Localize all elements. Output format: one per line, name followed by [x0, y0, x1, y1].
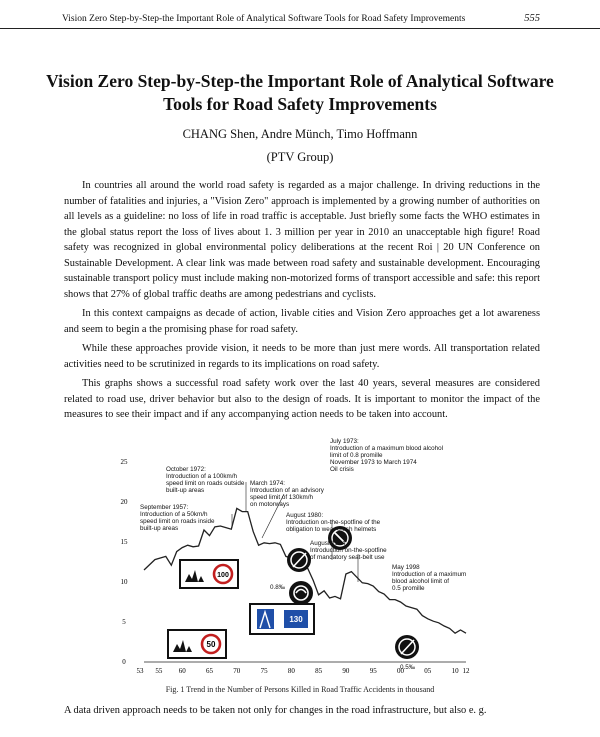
body-text — [64, 178, 540, 427]
sign-no-alcohol-05 — [395, 635, 419, 659]
annotation-march-1974: March 1974: Introduction of an advisory speed limit of 130km/h on motorways — [250, 480, 324, 508]
annotation-july-1973: July 1973: Introduction of a maximum blood alcohol limit of 0.8 promille November 1973 to March 1974 Oil crisis — [330, 438, 444, 473]
sign-speed-50 — [168, 630, 226, 658]
sign-speed-100 — [180, 560, 238, 588]
x-tick-label: 90 — [342, 667, 350, 675]
y-tick-label: 10 — [120, 578, 128, 586]
y-tick-label: 0 — [122, 658, 126, 666]
annotation-october-1972: October 1972: Introduction of a 100km/h speed limit on roads outside built-up areas — [166, 466, 245, 494]
running-head-title: Vision Zero Step-by-Step-the Important Role of Analytical Software Tools for Road Safety Improvements — [62, 14, 466, 24]
annotation-may-1998: May 1998 Introduction of a maximum blood alcohol limit of 0.5 promille — [392, 564, 467, 592]
x-tick-label: 05 — [424, 667, 432, 675]
y-tick-label: 5 — [122, 618, 126, 626]
x-tick-label: 00 — [397, 667, 404, 675]
label-05-promille: 0.5‰ — [400, 664, 416, 671]
annotation-september-1957: September 1957: Introduction of a 50km/h speed limit on roads inside built-up areas — [140, 504, 215, 532]
sign-50-text: 50 — [206, 640, 216, 649]
y-tick-label: 15 — [120, 538, 128, 546]
x-tick-label: 53 — [136, 667, 144, 675]
paper-title: Vision Zero Step-by-Step-the Important Role of Analytical Software Tools for Road Safety Improvements — [46, 71, 554, 114]
helmet-obligation-icon — [289, 581, 313, 605]
x-tick-label: 60 — [178, 667, 186, 675]
sign-100-text: 100 — [217, 572, 229, 579]
x-tick-label: 65 — [206, 667, 213, 675]
x-tick-label: 85 — [315, 667, 323, 675]
y-tick-labels — [121, 458, 129, 666]
x-tick-label: 70 — [233, 667, 241, 675]
paragraph-3: While these approaches provide vision, it needs to be more than just mere words. All transportation related activities need to be scrutinized in regards to its implications on road safety. — [64, 343, 540, 370]
sign-130-text: 130 — [289, 615, 303, 624]
x-tick-label: 75 — [260, 667, 268, 675]
sign-no-alcohol-08 — [287, 548, 311, 572]
x-tick-label: 80 — [287, 667, 295, 675]
y-tick-label: 25 — [120, 458, 128, 466]
paragraph-1: In countries all around the world road safety is regarded as a major challenge. In driving reductions in the number of fatalities and injuries, a "Vision Zero" approach is implemented by a growing number of authorities on all levels as a guideline: no loss of life in road traffic is acceptable. Just briefly some facts the WHO estimates in the global status report the loss of lives about 1. 3 million per year in 2010 an unacceptable high figure! Road safety was recognized in global environmental policy deliberations at the recent Roi | 20 UN Conference on Sustainable Development. A clear link was made between road safety and sustainable development. Encouraging sustainable transport policy must include making non-motorized forms of transport accessible and safe: this report shows that 27% of global traffic deaths are among pedestrians and cyclists. — [64, 180, 540, 300]
figure-caption: Fig. 1 Trend in the Number of Persons Killed in Road Traffic Accidents in thousand — [165, 685, 435, 694]
x-tick-label: 95 — [369, 667, 377, 675]
running-head — [0, 12, 600, 29]
annotation-august-1984: August 1984: Introduction on-the-spotfine of mandatory seat-belt use — [310, 540, 387, 561]
paragraph-5: A data driven approach needs to be taken not only for changes in the road infrastructure, but also e. g. — [64, 705, 487, 716]
sign-helmet — [289, 581, 313, 605]
annotation-august-1980: August 1980: Introduction on-the-spotfine of the obligation to wear crash helmets — [286, 512, 381, 533]
label-08-promille: 0.8‰ — [270, 584, 286, 591]
x-tick-labels — [137, 667, 471, 675]
paragraph-4: This graphs shows a successful road safety work over the last 40 years, several measures are considered related to road use, driver behavior but also to the design of roads. It is important to monitor the impact of the measures to see their impact and if any accompanying action needs to be taken into account. — [64, 378, 540, 420]
sign-speed-130 — [250, 604, 314, 634]
page-number: 555 — [524, 13, 540, 24]
x-tick-label: 55 — [155, 667, 163, 675]
x-tick-label: 10 — [451, 667, 459, 675]
paper-authors: CHANG Shen, Andre Münch, Timo Hoffmann — [182, 127, 418, 141]
paper-affiliation: (PTV Group) — [266, 150, 334, 164]
paragraph-2: In this context campaigns as decade of action, livable cities and Vision Zero approaches get a lot awareness and seem to begin a the promising phase for road safety. — [64, 308, 540, 335]
y-tick-label: 20 — [120, 498, 128, 506]
figure-1 — [110, 434, 490, 684]
x-tick-label: 12 — [462, 667, 470, 675]
